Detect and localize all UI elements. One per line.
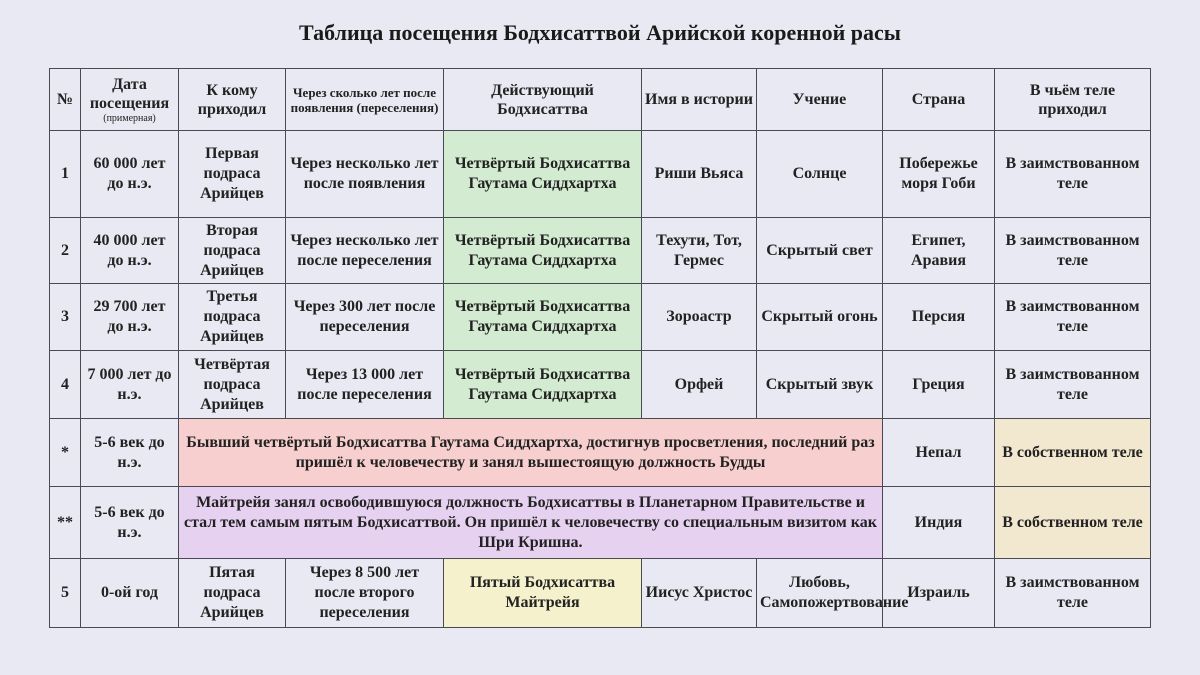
header-date xyxy=(81,69,179,131)
cell-acting-bodhisattva: Четвёртый Бодхисаттва Гаутама Сиддхартха xyxy=(444,351,642,419)
cell-teaching: Скрытый огонь xyxy=(757,284,883,351)
header-after-years: Через сколько лет после появления (переселения) xyxy=(286,69,444,131)
cell-body: В заимствованном теле xyxy=(995,559,1151,628)
header-date-label: Дата посещения xyxy=(89,75,170,112)
cell-name-in-history: Иисус Христос xyxy=(642,559,757,628)
table-row xyxy=(50,559,1151,628)
cell-num: 1 xyxy=(50,131,81,218)
cell-after-years: Через несколько лет после появления xyxy=(286,131,444,218)
cell-date: 60 000 лет до н.э. xyxy=(81,131,179,218)
cell-merged-text: Бывший четвёртый Бодхисаттва Гаутама Сиддхартха, достигнув просветления, последний раз пришёл к человечеству и занял вышестоящую должность Будды xyxy=(179,419,883,487)
cell-num: 3 xyxy=(50,284,81,351)
header-teaching: Учение xyxy=(757,69,883,131)
cell-date: 40 000 лет до н.э. xyxy=(81,218,179,284)
cell-name-in-history: Орфей xyxy=(642,351,757,419)
cell-country: Побережье моря Гоби xyxy=(883,131,995,218)
cell-acting-bodhisattva: Четвёртый Бодхисаттва Гаутама Сиддхартха xyxy=(444,284,642,351)
table-row xyxy=(50,131,1151,218)
table-row xyxy=(50,487,1151,559)
cell-date: 5-6 век до н.э. xyxy=(81,487,179,559)
cell-num: 2 xyxy=(50,218,81,284)
table-header-row xyxy=(50,69,1151,131)
cell-country: Израиль xyxy=(883,559,995,628)
cell-body: В заимствованном теле xyxy=(995,131,1151,218)
cell-country: Греция xyxy=(883,351,995,419)
header-acting-bodhisattva: Действующий Бодхисаттва xyxy=(444,69,642,131)
cell-acting-bodhisattva: Четвёртый Бодхисаттва Гаутама Сиддхартха xyxy=(444,218,642,284)
visits-table xyxy=(49,68,1151,628)
cell-acting-bodhisattva: Четвёртый Бодхисаттва Гаутама Сиддхартха xyxy=(444,131,642,218)
table-row xyxy=(50,218,1151,284)
cell-to-whom: Пятая подраса Арийцев xyxy=(179,559,286,628)
cell-num: 4 xyxy=(50,351,81,419)
cell-after-years: Через несколько лет после переселения xyxy=(286,218,444,284)
cell-teaching: Скрытый звук xyxy=(757,351,883,419)
cell-body: В заимствованном теле xyxy=(995,218,1151,284)
cell-num: 5 xyxy=(50,559,81,628)
cell-after-years: Через 8 500 лет после второго переселения xyxy=(286,559,444,628)
cell-country: Египет, Аравия xyxy=(883,218,995,284)
cell-teaching: Солнце xyxy=(757,131,883,218)
header-num: № xyxy=(50,69,81,131)
cell-to-whom: Четвёртая подраса Арийцев xyxy=(179,351,286,419)
cell-merged-text: Майтрейя занял освободившуюся должность Бодхисаттвы в Планетарном Правительстве и стал тем самым пятым Бодхисаттвой. Он пришёл к человечеству со специальным визитом как Шри Кришна. xyxy=(179,487,883,559)
cell-date: 29 700 лет до н.э. xyxy=(81,284,179,351)
cell-name-in-history: Зороастр xyxy=(642,284,757,351)
table-row xyxy=(50,284,1151,351)
cell-teaching: Любовь, Самопожертвование xyxy=(757,559,883,628)
header-to-whom: К кому приходил xyxy=(179,69,286,131)
header-name-in-history: Имя в истории xyxy=(642,69,757,131)
cell-name-in-history: Риши Вьяса xyxy=(642,131,757,218)
cell-date: 7 000 лет до н.э. xyxy=(81,351,179,419)
cell-name-in-history: Техути, Тот, Гермес xyxy=(642,218,757,284)
cell-after-years: Через 300 лет после переселения xyxy=(286,284,444,351)
cell-body: В заимствованном теле xyxy=(995,351,1151,419)
table-row xyxy=(50,351,1151,419)
cell-to-whom: Вторая подраса Арийцев xyxy=(179,218,286,284)
page-title: Таблица посещения Бодхисаттвой Арийской коренной расы xyxy=(299,20,901,45)
cell-date: 0-ой год xyxy=(81,559,179,628)
cell-num: ** xyxy=(50,487,81,559)
cell-teaching: Скрытый свет xyxy=(757,218,883,284)
cell-date: 5-6 век до н.э. xyxy=(81,419,179,487)
header-body: В чьём теле приходил xyxy=(995,69,1151,131)
cell-to-whom: Первая подраса Арийцев xyxy=(179,131,286,218)
cell-body: В собственном теле xyxy=(995,419,1151,487)
cell-country: Индия xyxy=(883,487,995,559)
cell-country: Персия xyxy=(883,284,995,351)
header-country: Страна xyxy=(883,69,995,131)
cell-body: В собственном теле xyxy=(995,487,1151,559)
header-date-note: (примерная) xyxy=(103,112,156,124)
cell-num: * xyxy=(50,419,81,487)
table-row xyxy=(50,419,1151,487)
cell-country: Непал xyxy=(883,419,995,487)
cell-body: В заимствованном теле xyxy=(995,284,1151,351)
cell-to-whom: Третья подраса Арийцев xyxy=(179,284,286,351)
cell-after-years: Через 13 000 лет после переселения xyxy=(286,351,444,419)
cell-acting-bodhisattva: Пятый Бодхисаттва Майтрейя xyxy=(444,559,642,628)
